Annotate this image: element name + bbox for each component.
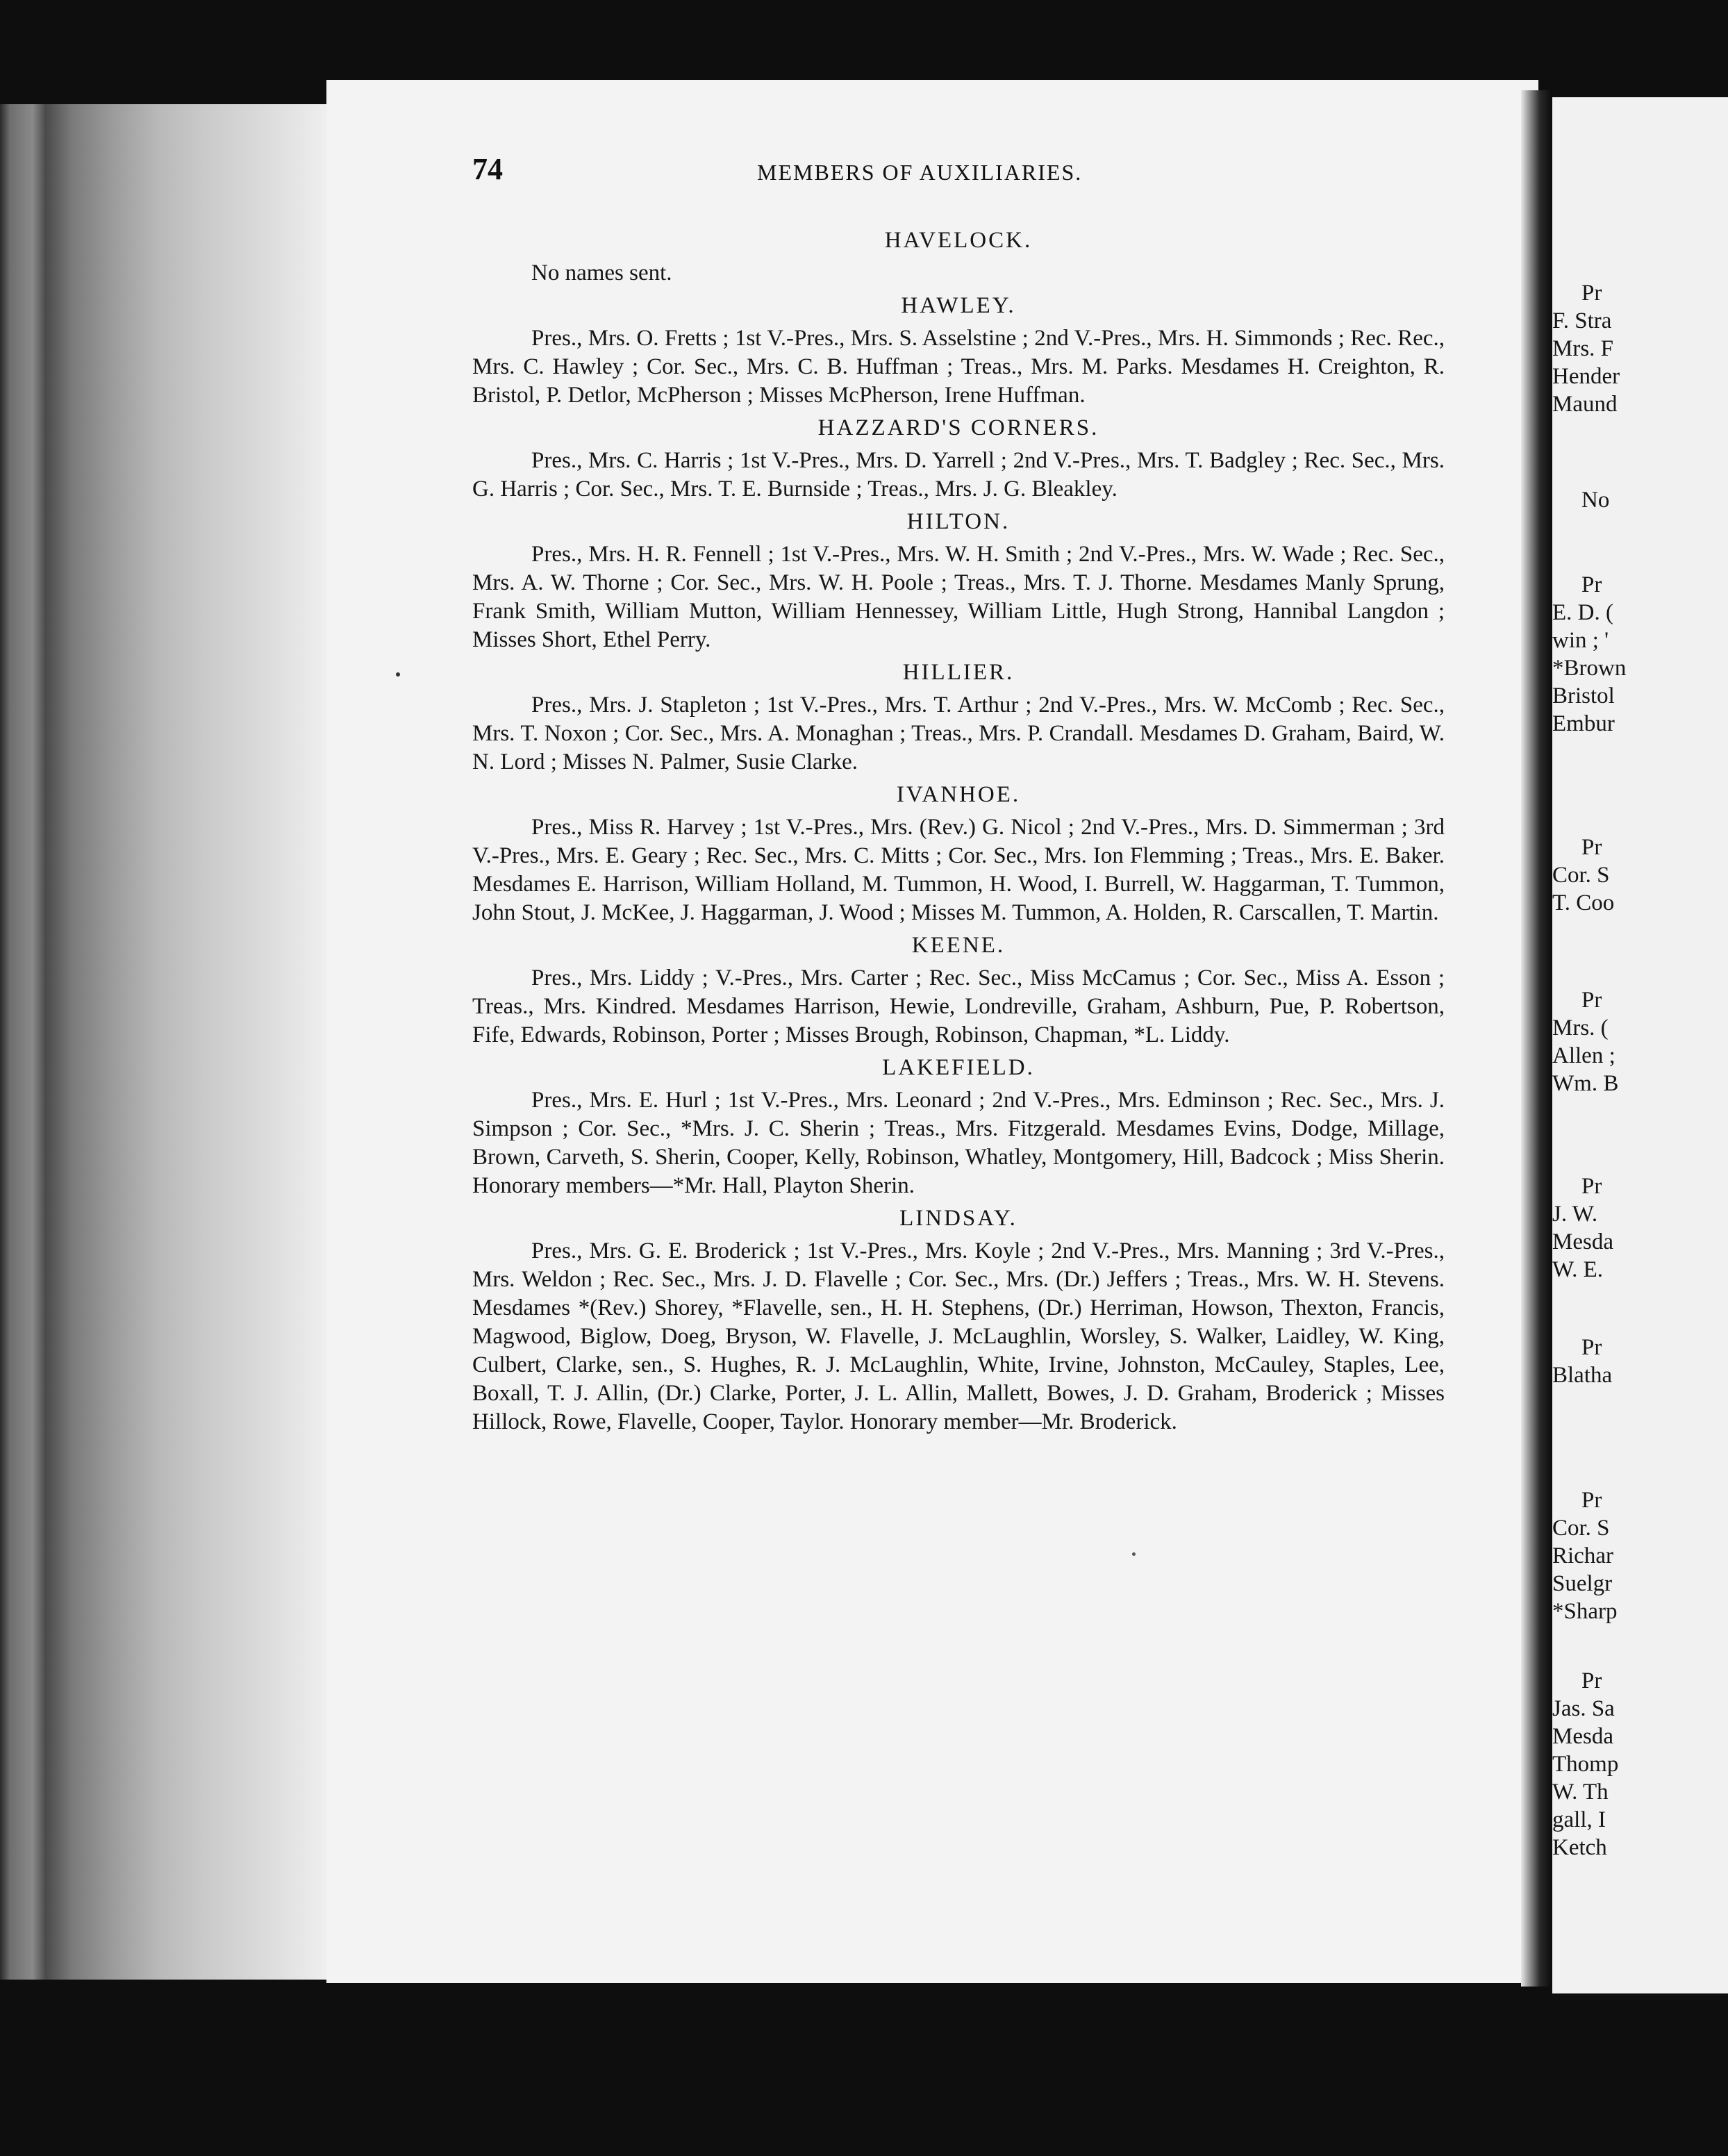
running-header: MEMBERS OF AUXILIARIES. (757, 160, 1083, 185)
section-text: Pres., Mrs. Liddy ; V.-Pres., Mrs. Carter ; Rec. Sec., Miss McCamus ; Cor. Sec., Miss A. Esson ; Treas., Mrs. Kindred. Mesdames Harrison, Hewie, Londreville, Graham, Ashburn, Pue, P. Robertson, Fife, Edwards, Robinson, Porter ; Misses Brough, Robinson, Chapman, *L. Liddy. (472, 965, 1445, 1047)
right-page-fragment: Hender (1552, 364, 1620, 389)
page-number: 74 (472, 152, 503, 186)
right-page-fragment: Pr (1581, 281, 1602, 306)
right-page-fragment: F. Stra (1552, 308, 1612, 333)
book-gutter (1521, 90, 1552, 1987)
section-heading: IVANHOE. (896, 782, 1021, 807)
page-speck (1132, 1552, 1136, 1556)
right-page-fragment: Cor. S (1552, 1516, 1610, 1541)
section-text: Pres., Mrs. O. Fretts ; 1st V.-Pres., Mrs. S. Asselstine ; 2nd V.-Pres., Mrs. H. Simmonds ; Rec. Rec., Mrs. C. Hawley ; Cor. Sec., Mrs. C. B. Huffman ; Treas., Mrs. M. Parks. Mesdames H. Creighton, R. Bristol, P. Detlor, McPherson ; Misses McPherson, Irene Huffman. (472, 326, 1445, 408)
right-page-fragment: Embur (1552, 711, 1615, 736)
section-heading: HAWLEY. (901, 293, 1016, 318)
section-heading: LAKEFIELD. (882, 1055, 1035, 1080)
right-page-fragment: E. D. ( (1552, 600, 1613, 625)
section-text: Pres., Mrs. C. Harris ; 1st V.-Pres., Mrs. D. Yarrell ; 2nd V.-Pres., Mrs. T. Badgley ; Rec. Sec., Mrs. G. Harris ; Cor. Sec., Mrs. T. E. Burnside ; Treas., Mrs. J. G. Bleakley. (472, 448, 1445, 501)
section-heading: KEENE. (911, 933, 1006, 958)
page-content (472, 222, 1445, 1441)
right-page-fragment: win ; ' (1552, 628, 1609, 653)
section-text: Pres., Miss R. Harvey ; 1st V.-Pres., Mrs. (Rev.) G. Nicol ; 2nd V.-Pres., Mrs. D. Simmerman ; 3rd V.-Pres., Mrs. E. Geary ; Rec. Sec., Mrs. C. Mitts ; Cor. Sec., Mrs. Ion Flemming ; Treas., Mrs. E. Baker. Mesdames E. Harrison, William Holland, M. Tummon, H. Wood, I. Burrell, W. Haggarman, T. Tummon, John Stout, J. McKee, J. Haggarman, J. Wood ; Misses M. Tummon, A. Holden, R. Carscallen, T. Martin. (472, 815, 1445, 925)
page-speck (396, 672, 400, 677)
right-page-fragment: W. Th (1552, 1780, 1609, 1805)
right-page-fragment: Pr (1581, 1335, 1602, 1360)
right-page-fragment: Pr (1581, 1174, 1602, 1199)
section-heading: HILTON. (906, 509, 1011, 534)
section-heading: LINDSAY. (899, 1206, 1017, 1231)
right-page-fragment: Thomp (1552, 1752, 1619, 1777)
right-page-fragment: W. E. (1552, 1257, 1604, 1282)
right-page-fragment: T. Coo (1552, 890, 1615, 915)
right-page-fragment: *Brown (1552, 656, 1627, 681)
section-heading: HILLIER. (902, 660, 1015, 685)
right-page-fragment: Richar (1552, 1543, 1613, 1568)
section-text: Pres., Mrs. G. E. Broderick ; 1st V.-Pres., Mrs. Koyle ; 2nd V.-Pres., Mrs. Manning ; 3rd V.-Pres., Mrs. Weldon ; Rec. Sec., Mrs. J. D. Flavelle ; Cor. Sec., Mrs. (Dr.) Jeffers ; Treas., Mrs. W. H. Stevens. Mesdames *(Rev.) Shorey, *Flavelle, sen., H. H. Stephens, (Dr.) Herriman, Howson, Thexton, Francis, Magwood, Biglow, Doeg, Bryson, W. Flavelle, J. McLaughlin, Worsley, S. Walker, Laidley, W. King, Culbert, Clarke, sen., S. Hughes, R. J. McLaughlin, White, Irvine, Johnston, McCauley, Staples, Lee, Boxall, T. J. Allin, (Dr.) Clarke, Porter, J. L. Allin, Mallett, Bowes, J. D. Graham, Broderick ; Misses Hillock, Rowe, Flavelle, Cooper, Taylor. Honorary member—Mr. Broderick. (472, 1238, 1445, 1434)
section-text: No names sent. (531, 260, 672, 285)
right-page-fragment: gall, I (1552, 1807, 1606, 1832)
book-page-edges (0, 104, 326, 1980)
right-page-fragment: Suelgr (1552, 1571, 1613, 1596)
section-heading: HAZZARD'S CORNERS. (817, 415, 1099, 440)
right-page-fragment: Bristol (1552, 683, 1615, 708)
right-page-fragment: Ketch (1552, 1835, 1607, 1860)
right-page-fragment: Mrs. ( (1552, 1015, 1609, 1040)
right-page-fragment: Allen ; (1552, 1043, 1615, 1068)
right-page-fragment: Wm. B (1552, 1071, 1619, 1096)
right-page-fragment: Jas. Sa (1552, 1696, 1615, 1721)
right-page-fragment: Mesda (1552, 1724, 1613, 1749)
right-page-fragment: Mrs. F (1552, 336, 1614, 361)
right-page-fragment: J. W. (1552, 1202, 1598, 1227)
right-page-fragment: Blatha (1552, 1363, 1613, 1388)
right-page-fragment: Maund (1552, 392, 1618, 417)
section-heading: HAVELOCK. (884, 228, 1033, 253)
right-page-fragment: Pr (1581, 988, 1602, 1013)
section-text: Pres., Mrs. E. Hurl ; 1st V.-Pres., Mrs. Leonard ; 2nd V.-Pres., Mrs. Edminson ; Rec. Sec., Mrs. J. Simpson ; Cor. Sec., *Mrs. J. C. Sherin ; Treas., Mrs. Fitzgerald. Mesdames Evins, Dodge, Millage, Brown, Carveth, S. Sherin, Cooper, Kelly, Robinson, Whatley, Montgomery, Hill, Badcock ; Miss Sherin. Honorary members—*Mr. Hall, Playton Sherin. (472, 1088, 1445, 1198)
right-page-fragment: No (1581, 488, 1610, 513)
section-text: Pres., Mrs. H. R. Fennell ; 1st V.-Pres., Mrs. W. H. Smith ; 2nd V.-Pres., Mrs. W. Wade ; Rec. Sec., Mrs. A. W. Thorne ; Cor. Sec., Mrs. W. H. Poole ; Treas., Mrs. T. J. Thorne. Mesdames Manly Sprung, Frank Smith, William Mutton, William Hennessey, William Little, Hugh Strong, Hannibal Langdon ; Misses Short, Ethel Perry. (472, 542, 1445, 652)
right-page-fragment: Cor. S (1552, 863, 1610, 888)
section-text: Pres., Mrs. J. Stapleton ; 1st V.-Pres., Mrs. T. Arthur ; 2nd V.-Pres., Mrs. W. McComb ; Rec. Sec., Mrs. T. Noxon ; Cor. Sec., Mrs. A. Monaghan ; Treas., Mrs. P. Crandall. Mesdames D. Graham, Baird, W. N. Lord ; Misses N. Palmer, Susie Clarke. (472, 693, 1445, 774)
right-page-fragment: Pr (1581, 572, 1602, 597)
right-page (1552, 97, 1728, 1993)
right-page-fragment: Pr (1581, 1668, 1602, 1693)
right-page-fragment: Mesda (1552, 1229, 1613, 1254)
right-page-fragment: *Sharp (1552, 1599, 1618, 1624)
right-page-fragment: Pr (1581, 835, 1602, 860)
right-page-fragment: Pr (1581, 1488, 1602, 1513)
